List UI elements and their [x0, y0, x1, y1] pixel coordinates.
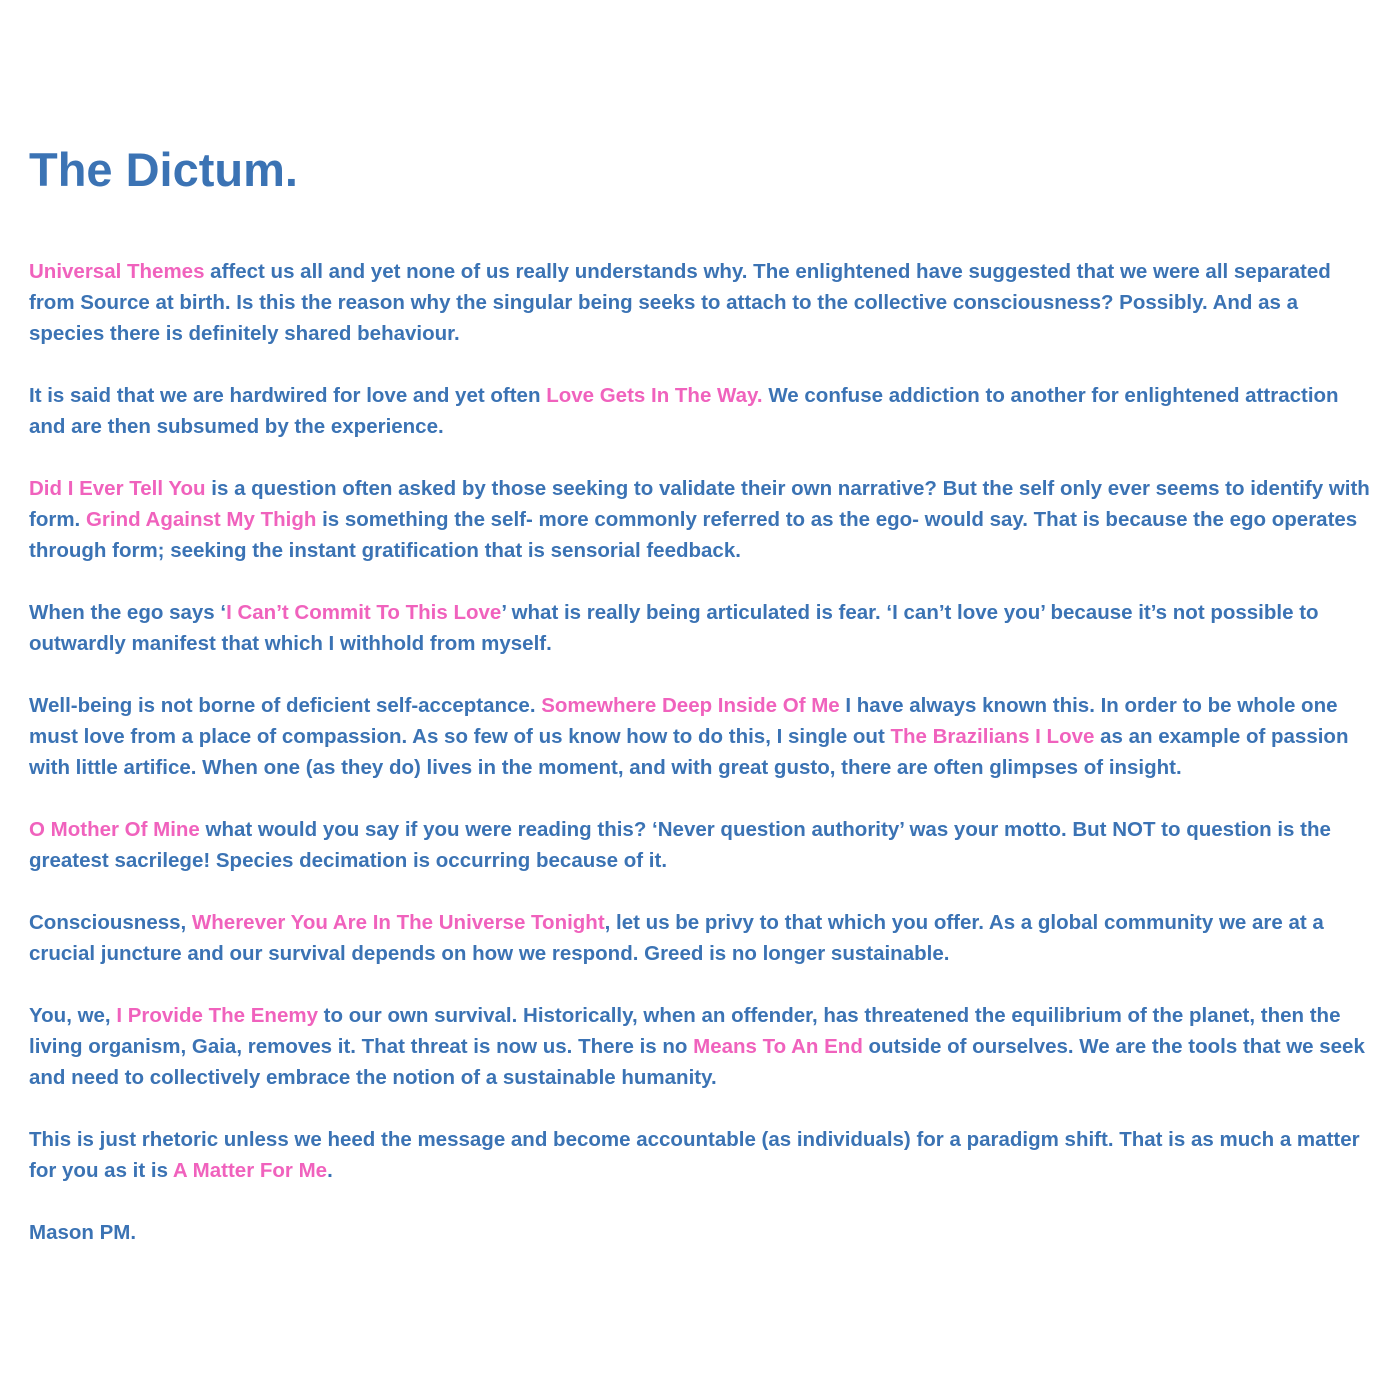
paragraph-text: outside of ourselves. We are the tools that we seek and need to collectively embrace the notion of a sustainable humanity.: [29, 1035, 1365, 1089]
song-title-highlight: Means To An End: [693, 1035, 863, 1058]
paragraph-text: Well-being is not borne of deficient self-acceptance.: [29, 694, 542, 717]
song-title-highlight: I Can’t Commit To This Love: [226, 601, 502, 624]
paragraph-text: is something the self- more commonly referred to as the ego- would say. That is because the ego operates through form; seeking the instant gratification that is sensorial feedback.: [29, 508, 1358, 562]
paragraph-text: You, we,: [29, 1004, 117, 1027]
paragraph: [29, 907, 1374, 969]
paragraph-text: This is just rhetoric unless we heed the message and become accountable (as individuals) for a paradigm shift. That is as much a matter for you as it is: [29, 1128, 1360, 1182]
paragraph: [29, 380, 1374, 442]
paragraph-text: , let us be privy to that which you offer. As a global community we are at a crucial juncture and our survival depends on how we respond. Greed is no longer sustainable.: [29, 911, 1324, 965]
paragraph-text: Mason PM.: [29, 1221, 137, 1244]
song-title-highlight: Wherever You Are In The Universe Tonight: [191, 911, 605, 934]
paragraph-text: .: [327, 1159, 333, 1182]
paragraph-text: Consciousness,: [29, 911, 192, 934]
paragraph: [29, 690, 1374, 783]
song-title-highlight: I Provide The Enemy: [116, 1004, 318, 1027]
paragraph: [29, 473, 1374, 566]
paragraph: [29, 256, 1374, 349]
song-title-highlight: Somewhere Deep Inside Of Me: [541, 694, 840, 717]
song-title-highlight: The Brazilians I Love: [890, 725, 1095, 748]
paragraph-text: as an example of passion with little artifice. When one (as they do) lives in the moment, and with great gusto, there are often glimpses of insight.: [29, 725, 1349, 779]
paragraph-text: is a question often asked by those seeking to validate their own narrative? But the self only ever seems to identify with form.: [29, 477, 1370, 531]
paragraph-text: When the ego says ‘: [29, 601, 227, 624]
paragraph: [29, 814, 1374, 876]
paragraph-text: I have always known this. In order to be whole one must love from a place of compassion. As so few of us know how to do this, I single out: [29, 694, 1338, 748]
song-title-highlight: Did I Ever Tell You: [29, 477, 206, 500]
paragraph-text: to our own survival. Historically, when an offender, has threatened the equilibrium of the planet, then the living organism, Gaia, removes it. That threat is now us. There is no: [29, 1004, 1341, 1058]
paragraph-text: We confuse addiction to another for enlightened attraction and are then subsumed by the experience.: [29, 384, 1339, 438]
song-title-highlight: O Mother Of Mine: [29, 818, 200, 841]
page-title: The Dictum.: [29, 143, 298, 196]
song-title-highlight: Universal Themes: [29, 260, 205, 283]
paragraph-text: It is said that we are hardwired for love and yet often: [29, 384, 547, 407]
signature: [29, 1217, 1374, 1248]
paragraph: [29, 597, 1374, 659]
song-title-highlight: A Matter For Me: [172, 1159, 328, 1182]
paragraph-text: what would you say if you were reading this? ‘Never question authority’ was your motto. But NOT to question is the greatest sacrilege! Species decimation is occurring because of it.: [29, 818, 1331, 872]
article-body: [29, 256, 1374, 1279]
song-title-highlight: Love Gets In The Way.: [546, 384, 763, 407]
paragraph: [29, 1124, 1374, 1186]
song-title-highlight: Grind Against My Thigh: [85, 508, 317, 531]
paragraph-text: affect us all and yet none of us really understands why. The enlightened have suggested that we were all separated from Source at birth. Is this the reason why the singular being seeks to attach to the collective consciousness? Possibly. And as a species there is definitely shared behaviour.: [29, 260, 1331, 345]
paragraph: [29, 1000, 1374, 1093]
paragraph-text: ’ what is really being articulated is fear. ‘I can’t love you’ because it’s not possible to outwardly manifest that which I withhold from myself.: [29, 601, 1319, 655]
